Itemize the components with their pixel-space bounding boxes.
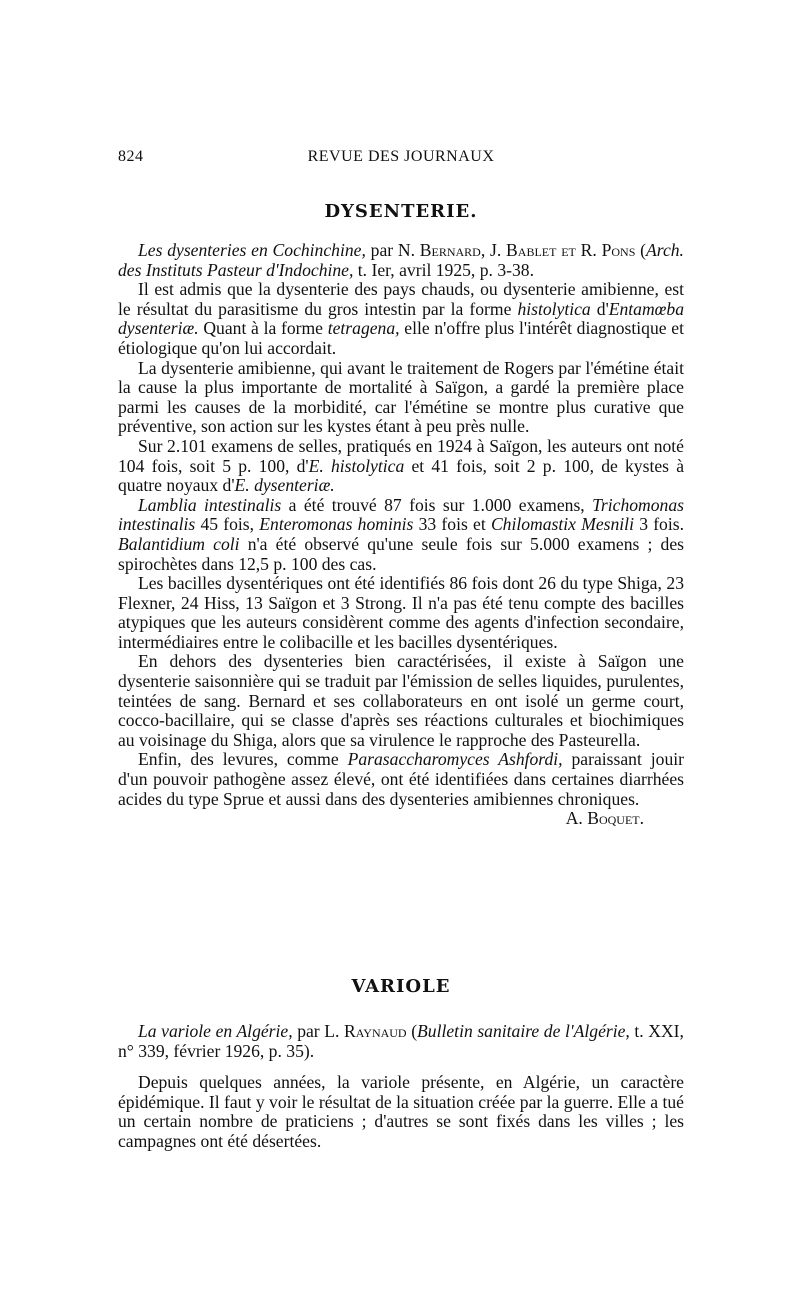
- paragraph: La dysenterie amibienne, qui avant le traitement de Rogers par l'émétine était la cause la plus importante de mortalité à Saïgon, a gardé la première place parmi les causes de la morbidité, car l'émétine se montre plus curative que préventive, son action sur les kystes étant à peu près nulle.: [118, 357, 684, 437]
- paragraph: Enfin, des levures, comme Parasaccharomyces Ashfordi, paraissant jouir d'un pouvoir pathogène assez élevé, ont été identifiées dans certaines diarrhées acides du type Sprue et aussi dans des dysenteries amibiennes chroniques. A. Boquet.: [118, 749, 684, 829]
- article-author: L. Raynaud: [324, 1021, 407, 1041]
- article-journal: Bulletin sanitaire de l'Algérie,: [417, 1021, 630, 1041]
- section-dysenterie: [118, 241, 684, 829]
- article-details: t. XXI, n° 339, février 1926, p. 35).: [118, 1021, 684, 1061]
- paragraph: Sur 2.101 examens de selles, pratiqués en 1924 à Saïgon, les auteurs ont noté 104 fois, soit 5 p. 100, d'E. histolytica et 41 fois, soit 2 p. 100, de kystes à quatre noyaux d'E. dysenteriæ.: [118, 435, 684, 496]
- paragraph: En dehors des dysenteries bien caractérisées, il existe à Saïgon une dysenterie saisonnière qui se traduit par l'émission de selles liquides, purulentes, teintées de sang. Bernard et ses collaborateurs en ont isolé un germe court, cocco-bacillaire, qui se classe d'après ses réactions culturales et biochimiques au voisinage du Shiga, alors que sa virulence le rapproche des Pasteurella.: [118, 651, 684, 750]
- paragraph: Depuis quelques années, la variole présente, en Algérie, un caractère épidémique. Il faut y voir le résultat de la situation créée par la guerre. Elle a tué un certain nombre de praticiens ; d'autres se sont fixés dans les villes ; les campagnes ont été désertées.: [118, 1072, 684, 1151]
- page-number: 824: [118, 148, 144, 165]
- article-title: Les dysenteries en Cochinchine,: [138, 240, 366, 260]
- section-title-variole: VARIOLE: [351, 976, 451, 997]
- article-journal: Arch. des Instituts Pasteur d'Indochine,: [118, 240, 684, 280]
- article-authors: N. Bernard, J. Bablet et R. Pons: [397, 240, 636, 260]
- paragraph: Lamblia intestinalis a été trouvé 87 fois sur 1.000 examens, Trichomonas intestinalis 45 fois, Enteromonas hominis 33 fois et Chilomastix Mesnili 3 fois. Balantidium coli n'a été observé qu'une seule fois sur 5.000 examens ; des spirochètes dans 12,5 p. 100 des cas.: [118, 494, 685, 574]
- article-reference: La variole en Algérie, par L. Raynaud (Bulletin sanitaire de l'Algérie, t. XXI, n° 339, février 1926, p. 35).: [118, 1021, 684, 1061]
- running-header: [118, 148, 684, 172]
- section-variole: [118, 1022, 684, 1152]
- article-reference: Les dysenteries en Cochinchine, par N. Bernard, J. Bablet et R. Pons (Arch. des Instituts Pasteur d'Indochine, t. Ier, avril 1925, p. 3-38.: [118, 240, 684, 280]
- section-title-dysenterie: DYSENTERIE.: [324, 201, 478, 222]
- paragraph: Les bacilles dysentériques ont été identifiés 86 fois dont 26 du type Shiga, 23 Flexner, 24 Hiss, 13 Saïgon et 3 Strong. Il n'a pas été tenu compte des bacilles atypiques que les auteurs considèrent comme des agents d'infection secondaire, intermédiaires entre le colibacille et les bacilles dysentériques.: [118, 573, 684, 652]
- paragraph: Il est admis que la dysenterie des pays chauds, ou dysenterie amibienne, est le résultat du parasitisme du gros intestin par la forme histolytica d'Entamœba dysenteriæ. Quant à la forme tetragena, elle n'offre plus l'intérêt diagnostique et étiologique qu'on lui accordait.: [118, 279, 685, 358]
- article-title: La variole en Algérie,: [138, 1021, 293, 1041]
- article-details: t. Ier, avril 1925, p. 3-38.: [357, 259, 534, 280]
- journal-title: REVUE DES JOURNAUX: [307, 148, 495, 165]
- author-signature: A. Boquet.: [565, 808, 644, 829]
